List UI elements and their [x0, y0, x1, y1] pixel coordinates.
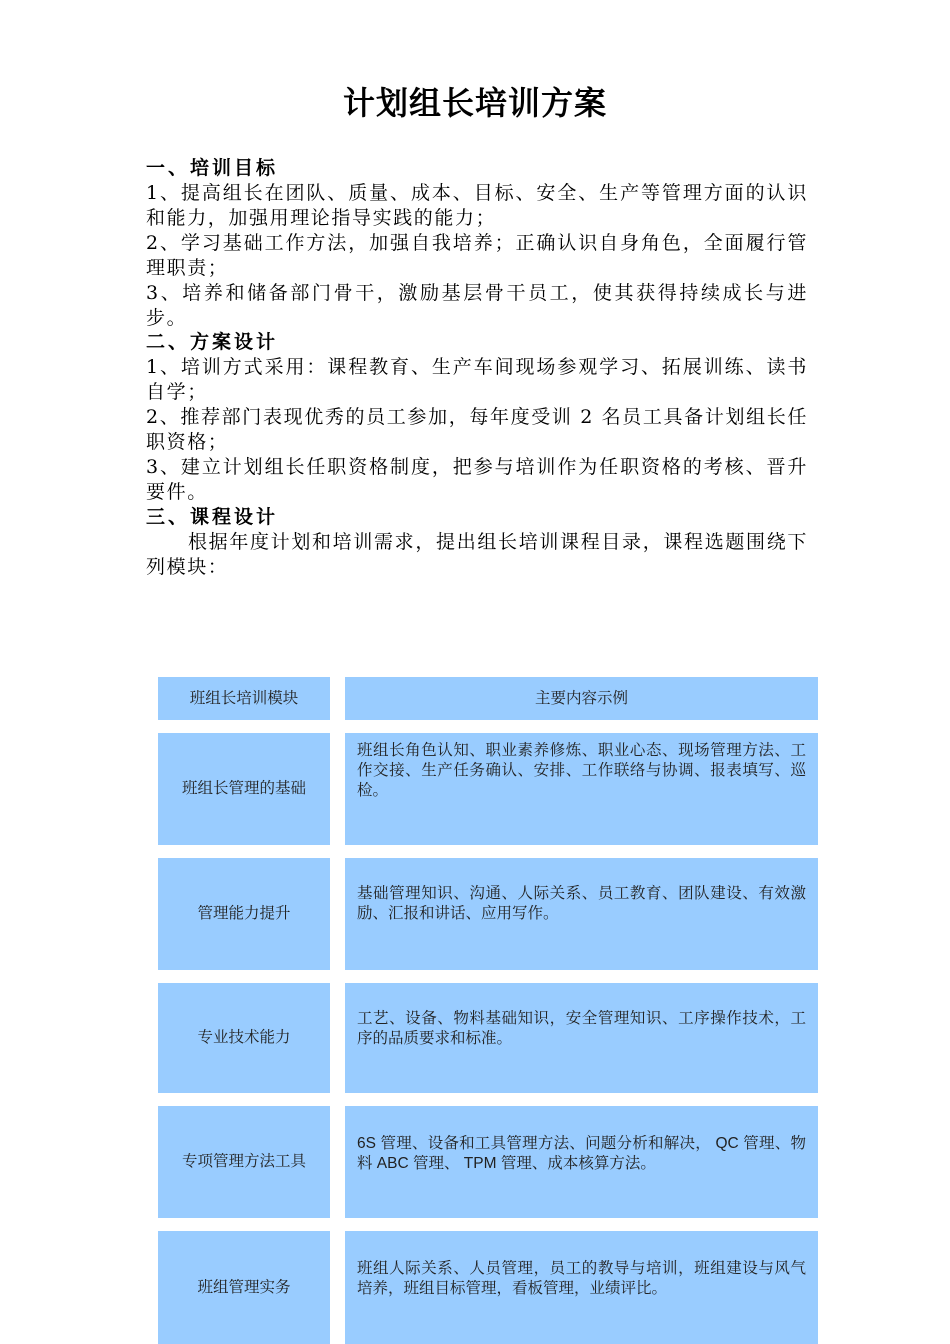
- table-header-module: 班组长培训模块: [158, 677, 330, 720]
- goal-paragraph-3: 3、培养和储备部门骨干，激励基层骨干员工，使其获得持续成长与进步。: [146, 282, 808, 329]
- table-header-content: 主要内容示例: [345, 677, 818, 720]
- goal-paragraph-2: 2、学习基础工作方法，加强自我培养；正确认识自身角色，全面履行管理职责；: [146, 232, 808, 279]
- table-row-module: 班组管理实务: [158, 1231, 330, 1344]
- table-row-module: 专业技术能力: [158, 983, 330, 1093]
- table-row-content: 6S 管理、设备和工具管理方法、问题分析和解决， QC 管理、物料 ABC 管理、 TPM 管理、成本核算方法。: [345, 1106, 818, 1218]
- design-paragraph-2: 2、推荐部门表现优秀的员工参加，每年度受训 2 名员工具备计划组长任职资格；: [146, 406, 808, 453]
- table-row-content: 基础管理知识、沟通、人际关系、员工教育、团队建设、有效激励、汇报和讲话、应用写作。: [345, 858, 818, 970]
- table-row-module: 专项管理方法工具: [158, 1106, 330, 1218]
- section-heading-goals: 一、培训目标: [146, 157, 279, 179]
- design-paragraph-3: 3、建立计划组长任职资格制度，把参与培训作为任职资格的考核、晋升要件。: [146, 456, 808, 503]
- goal-paragraph-1: 1、提高组长在团队、质量、成本、目标、安全、生产等管理方面的认识和能力，加强用理论指导实践的能力；: [146, 182, 808, 229]
- table-row-content: 班组人际关系、人员管理，员工的教导与培训，班组建设与风气培养，班组目标管理，看板管理，业绩评比。: [345, 1231, 818, 1344]
- table-row-content: 工艺、设备、物料基础知识，安全管理知识、工序操作技术，工序的品质要求和标准。: [345, 983, 818, 1093]
- design-paragraph-1: 1、培训方式采用：课程教育、生产车间现场参观学习、拓展训练、读书自学；: [146, 356, 808, 403]
- section-heading-design: 二、方案设计: [146, 331, 279, 353]
- table-row-content: 班组长角色认知、职业素养修炼、职业心态、现场管理方法、工作交接、生产任务确认、安排、工作联络与协调、报表填写、巡检。: [345, 733, 818, 845]
- section-heading-course: 三、课程设计: [146, 506, 279, 528]
- course-paragraph-1: 根据年度计划和培训需求，提出组长培训课程目录，课程选题围绕下列模块：: [146, 531, 808, 578]
- table-row-module: 管理能力提升: [158, 858, 330, 970]
- table-row-module: 班组长管理的基础: [158, 733, 330, 845]
- document-title: 计划组长培训方案: [342, 84, 607, 122]
